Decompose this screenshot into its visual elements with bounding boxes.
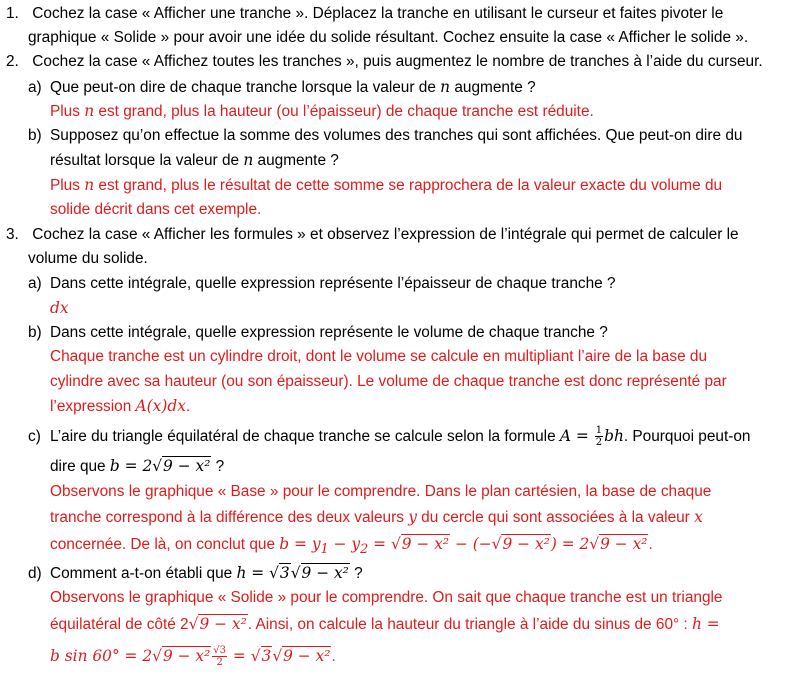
q3c-a3-post: . bbox=[648, 536, 653, 553]
q3c-answer-line3 bbox=[50, 532, 653, 556]
q1-line2: graphique « Solide » pour avoir une idée du solide résultant. Cochez ensuite la case « Afficher le solide ». bbox=[28, 29, 749, 46]
q3d-frac-den: 2 bbox=[216, 657, 223, 669]
q3c-q2-math: b = 2 bbox=[109, 457, 153, 475]
q1-line1 bbox=[6, 2, 723, 26]
q3d-frac-num: √3 bbox=[213, 645, 227, 657]
q3c-q2-radicand: 9 − x² bbox=[163, 457, 211, 475]
q3b-answer-line2: cylindre avec sa hauteur (ou son épaisseur). Le volume de chaque tranche est donc représenté par bbox=[50, 373, 727, 390]
q3d-a2-mid: . Ainsi, on calcule la hauteur du triangle à l’aide du sinus de 60° : bbox=[247, 616, 692, 633]
q3d-a2-rad: 9 − x² bbox=[199, 615, 247, 633]
q2a-answer-post: est grand, plus la hauteur (ou l’épaisseur) de chaque tranche est réduite. bbox=[94, 103, 594, 120]
q3d-a2-sqrt: √9 − x² bbox=[188, 615, 247, 633]
q2a-answer bbox=[50, 99, 594, 123]
q3c-sub1: 1 bbox=[320, 542, 329, 558]
q3c-q2-post: ? bbox=[211, 458, 225, 475]
q3c-a3-m1: b = y bbox=[279, 535, 321, 553]
q3c-answer-line2 bbox=[50, 505, 703, 529]
q3c-fraction bbox=[595, 425, 603, 448]
q3c-a3-m5: ) = 2 bbox=[550, 535, 590, 553]
q3b-a3-math: A(x)dx bbox=[135, 397, 186, 415]
q3b-answer-line1: Chaque tranche est un cylindre droit, dont le volume se calcule en multipliant l’aire de la base du bbox=[50, 348, 708, 365]
q3d-answer-line3 bbox=[50, 644, 336, 668]
q2b-a1-post: est grand, plus le résultat de cette somme se rapprochera de la valeur exacte du volume du bbox=[94, 177, 723, 194]
q3b-question-text: Dans cette intégrale, quelle expression représente le volume de chaque tranche ? bbox=[50, 324, 608, 341]
q3-number: 3. bbox=[6, 226, 19, 243]
q2a-answer-var: n bbox=[84, 102, 95, 120]
q3b-a3-post: . bbox=[185, 398, 191, 415]
q3d-q-rad2: 9 − x² bbox=[301, 564, 349, 582]
q3b-label: b) bbox=[28, 324, 42, 341]
q3d-question bbox=[28, 561, 363, 585]
q3d-a3-rad1: 9 − x² bbox=[162, 647, 211, 665]
q2a-answer-pre: Plus bbox=[50, 103, 85, 120]
q3d-a3-eq: = bbox=[228, 647, 251, 665]
q3d-a3-rad3: 9 − x² bbox=[283, 647, 331, 665]
q2b-answer-line1 bbox=[50, 173, 722, 197]
q3b-question bbox=[28, 321, 608, 345]
q3-line2: volume du solide. bbox=[28, 250, 148, 267]
q3d-a3-sqrt1: √9 − x² bbox=[152, 647, 211, 665]
q2b-q2-pre: résultat lorsque la valeur de bbox=[50, 152, 244, 169]
q3-text-line1: Cochez la case « Afficher les formules » et observez l’expression de l’intégrale qui permet de calculer le bbox=[32, 226, 739, 243]
q3c-frac-num: 1 bbox=[595, 425, 603, 437]
q3c-question-line2 bbox=[50, 454, 224, 478]
q3d-q-sqrt1: √3 bbox=[269, 564, 290, 582]
q3c-a3-sqrt1: √9 − x² bbox=[390, 535, 450, 553]
q3c-q1-post: . Pourquoi peut-on bbox=[623, 428, 751, 445]
q2b-question-line2 bbox=[50, 148, 339, 172]
q3c-a3-m2: − y bbox=[328, 535, 361, 553]
q2b-q2-post: augmente ? bbox=[253, 152, 339, 169]
q2b-answer-var: n bbox=[84, 176, 95, 194]
q2-text-line1: Cochez la case « Affichez toutes les tranches », puis augmentez le nombre de tranches à l’aide du curseur. bbox=[32, 53, 763, 70]
q2b-question-text1: Supposez qu’on effectue la somme des volumes des tranches qui sont affichées. Que peut-on dire du bbox=[50, 127, 743, 144]
q2a-label: a) bbox=[28, 79, 42, 96]
q3c-a2-pre: tranche correspond à la différence des deux valeurs bbox=[50, 509, 409, 526]
q3d-q-sqrt2: √9 − x² bbox=[290, 564, 349, 582]
q3d-a3-post: . bbox=[331, 648, 336, 665]
q3b-a3-pre: l’expression bbox=[50, 398, 136, 415]
q3d-answer-line1: Observons le graphique « Solide » pour le comprendre. On sait que chaque tranche est un triangle bbox=[50, 589, 723, 606]
q3c-q1-pre: L’aire du triangle équilatéral de chaque tranche se calcule selon la formule bbox=[50, 428, 560, 445]
q3c-answer-line1: Observons le graphique « Base » pour le comprendre. Dans le plan cartésien, la base de chaque bbox=[50, 483, 712, 500]
q3a-question bbox=[28, 272, 616, 296]
q3c-a3-sqrt2: √9 − x² bbox=[491, 535, 550, 553]
q3c-var-x: x bbox=[694, 508, 703, 526]
q3c-label: c) bbox=[28, 428, 41, 445]
q3c-a3-pre: concernée. De là, on conclut que bbox=[50, 536, 280, 553]
q2a-question-pre: Que peut-on dire de chaque tranche lorsque la valeur de bbox=[50, 79, 441, 96]
q3d-a2-pre: équilatéral de côté 2 bbox=[50, 616, 189, 633]
q3-line1 bbox=[6, 223, 739, 247]
q3c-frac-den: 2 bbox=[595, 437, 603, 449]
q1-text-line1: Cochez la case « Afficher une tranche ». Déplacez la tranche en utilisant le curseur et faites pivoter le bbox=[32, 5, 724, 22]
q2a-question-post: augmente ? bbox=[450, 79, 536, 96]
q3d-a3-b: b bbox=[50, 647, 60, 665]
q3c-a3-sqrt3: √9 − x² bbox=[589, 535, 648, 553]
q3c-a3-rad3: 9 − x² bbox=[600, 535, 648, 553]
q2b-answer-line2: solide décrit dans cet exemple. bbox=[50, 201, 262, 218]
q3c-a3-m3: = bbox=[368, 535, 391, 553]
q3a-question-text: Dans cette intégrale, quelle expression représente l’épaisseur de chaque tranche ? bbox=[50, 275, 616, 292]
q3a-answer-math: dx bbox=[50, 299, 69, 317]
q3c-q2-sqrt: √9 − x² bbox=[152, 457, 211, 475]
q1-number: 1. bbox=[6, 5, 19, 22]
q2-number: 2. bbox=[6, 53, 19, 70]
q3a-answer bbox=[50, 296, 69, 320]
q3d-fraction bbox=[212, 645, 227, 668]
q3c-var-y: y bbox=[408, 508, 417, 526]
q3d-a3-sqrt3: √9 − x² bbox=[272, 647, 331, 665]
q3c-a3-m4: − (− bbox=[450, 535, 492, 553]
q2b-var: n bbox=[243, 151, 254, 169]
q3d-a3-sqrt2: √3 bbox=[250, 647, 272, 665]
q3d-q-math: h = bbox=[236, 564, 270, 582]
q3d-a3-sin: sin 60° = 2 bbox=[59, 647, 153, 665]
q3c-formula-lhs: A = bbox=[559, 427, 594, 445]
q2a-var: n bbox=[440, 78, 451, 96]
q3c-formula-rhs: bh bbox=[604, 427, 624, 445]
q2-line1 bbox=[6, 50, 763, 74]
q3c-question-line1 bbox=[28, 424, 751, 448]
q2b-label: b) bbox=[28, 127, 42, 144]
q3c-a3-rad1: 9 − x² bbox=[401, 535, 450, 553]
q3c-a2-mid: du cercle qui sont associées à la valeur bbox=[416, 509, 695, 526]
q2b-question-line1 bbox=[28, 124, 742, 148]
q3c-sub2: 2 bbox=[360, 542, 369, 558]
q3d-q-pre: Comment a-t-on établi que bbox=[50, 565, 237, 582]
q3c-q2-pre: dire que bbox=[50, 458, 110, 475]
q3d-answer-line2 bbox=[50, 612, 720, 636]
q3d-a2-math: h = bbox=[691, 615, 720, 633]
q3c-a3-rad2: 9 − x² bbox=[502, 535, 550, 553]
q2a-question bbox=[28, 75, 536, 99]
q3d-label: d) bbox=[28, 565, 42, 582]
q3a-label: a) bbox=[28, 275, 42, 292]
q2b-a1-pre: Plus bbox=[50, 177, 85, 194]
q3b-answer-line3 bbox=[50, 394, 190, 418]
q3d-a3-rad2: 3 bbox=[261, 647, 272, 665]
q3d-q-post: ? bbox=[349, 565, 363, 582]
q3d-q-rad1: 3 bbox=[279, 564, 290, 582]
